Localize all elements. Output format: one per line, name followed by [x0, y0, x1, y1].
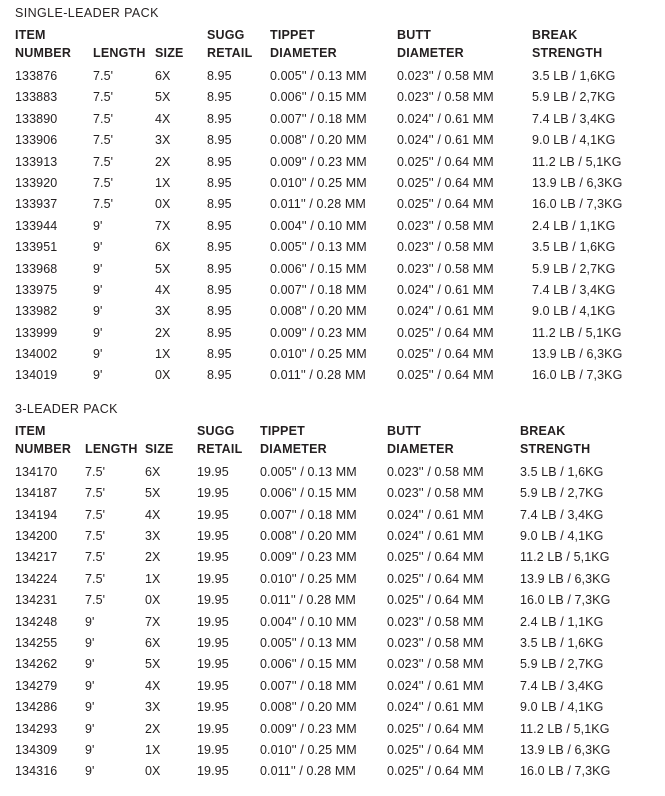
break-strength-cell: 11.2 LB / 5,1KG [532, 325, 622, 340]
size-cell: 2X [145, 550, 161, 565]
break-strength-cell: 9.0 LB / 4,1KG [520, 700, 604, 715]
size-cell: 6X [145, 635, 161, 650]
table-row [15, 87, 665, 108]
break-strength-cell: 13.9 LB / 6,3KG [532, 347, 623, 362]
length-cell: 7.5' [93, 69, 114, 83]
tippet-diameter-cell: 0.009'' / 0.23 MM [260, 550, 357, 565]
size-cell: 4X [155, 111, 171, 126]
table-row [15, 505, 665, 526]
size-cell: 3X [155, 133, 171, 148]
size-cell: 0X [155, 197, 171, 212]
column-header-item-number: ITEM NUMBER [15, 423, 72, 456]
butt-diameter-cell: 0.023'' / 0.58 MM [397, 218, 494, 233]
tippet-diameter-cell: 0.005'' / 0.13 MM [270, 69, 367, 83]
butt-diameter-cell: 0.023'' / 0.58 MM [387, 614, 484, 629]
tippet-diameter-cell: 0.011'' / 0.28 MM [260, 764, 356, 779]
item-number-cell: 134262 [15, 657, 58, 672]
size-cell: 7X [155, 218, 171, 233]
item-number-cell: 133999 [15, 325, 58, 340]
tippet-diameter-cell: 0.004'' / 0.10 MM [270, 218, 367, 233]
break-strength-cell: 16.0 LB / 7,3KG [532, 368, 623, 383]
column-header-size: SIZE [155, 46, 184, 60]
length-cell: 9' [85, 678, 95, 693]
item-number-cell: 133944 [15, 218, 58, 233]
sugg-retail-cell: 19.95 [197, 700, 229, 715]
table-row [15, 526, 665, 547]
size-cell: 3X [145, 700, 161, 715]
length-cell: 9' [93, 282, 103, 297]
tippet-diameter-cell: 0.006'' / 0.15 MM [260, 486, 357, 501]
table-row [15, 344, 665, 365]
length-cell: 7.5' [93, 111, 114, 126]
length-cell: 9' [93, 368, 103, 383]
item-number-cell: 134224 [15, 571, 58, 586]
column-header-sugg-retail: SUGG RETAIL [207, 28, 253, 60]
sugg-retail-cell: 19.95 [197, 721, 229, 736]
table-row [15, 697, 665, 718]
length-cell: 7.5' [85, 550, 106, 565]
size-cell: 7X [145, 614, 161, 629]
butt-diameter-cell: 0.025'' / 0.64 MM [397, 368, 494, 383]
break-strength-cell: 16.0 LB / 7,3KG [532, 197, 623, 212]
column-header-tippet-diameter: TIPPET DIAMETER [260, 423, 327, 456]
size-cell: 5X [145, 486, 161, 501]
break-strength-cell: 5.9 LB / 2,7KG [532, 261, 616, 276]
tippet-diameter-cell: 0.005'' / 0.13 MM [260, 464, 357, 479]
length-cell: 9' [85, 700, 95, 715]
table-row [15, 547, 665, 568]
butt-diameter-cell: 0.023'' / 0.58 MM [387, 657, 484, 672]
item-number-cell: 134309 [15, 742, 58, 757]
butt-diameter-cell: 0.023'' / 0.58 MM [397, 261, 494, 276]
size-cell: 0X [155, 368, 171, 383]
tippet-diameter-cell: 0.009'' / 0.23 MM [270, 154, 367, 169]
size-cell: 4X [145, 678, 161, 693]
column-header-tippet-diameter: TIPPET DIAMETER [270, 28, 337, 60]
tippet-diameter-cell: 0.011'' / 0.28 MM [270, 368, 366, 383]
table-row [15, 483, 665, 504]
table-body [15, 66, 665, 387]
item-number-cell: 133906 [15, 133, 58, 148]
sugg-retail-cell: 19.95 [197, 529, 229, 544]
butt-diameter-cell: 0.024'' / 0.61 MM [397, 304, 494, 319]
tippet-diameter-cell: 0.011'' / 0.28 MM [270, 197, 366, 212]
sugg-retail-cell: 8.95 [207, 111, 232, 126]
butt-diameter-cell: 0.024'' / 0.61 MM [397, 133, 494, 148]
length-cell: 7.5' [93, 90, 114, 105]
butt-diameter-cell: 0.025'' / 0.64 MM [387, 571, 484, 586]
column-header-butt-diameter: BUTT DIAMETER [397, 28, 464, 60]
tippet-diameter-cell: 0.009'' / 0.23 MM [260, 721, 357, 736]
size-cell: 5X [155, 261, 171, 276]
table-row [15, 633, 665, 654]
table-title: SINGLE-LEADER PACK [15, 6, 159, 20]
item-number-cell: 133890 [15, 111, 58, 126]
size-cell: 2X [145, 721, 161, 736]
item-number-cell: 133883 [15, 90, 58, 105]
column-header-item-number: ITEM NUMBER [15, 28, 72, 60]
sugg-retail-cell: 19.95 [197, 550, 229, 565]
table-row [15, 590, 665, 611]
sugg-retail-cell: 8.95 [207, 325, 232, 340]
size-cell: 0X [145, 764, 161, 779]
butt-diameter-cell: 0.025'' / 0.64 MM [387, 742, 484, 757]
sugg-retail-cell: 8.95 [207, 347, 232, 362]
break-strength-cell: 7.4 LB / 3,4KG [532, 282, 616, 297]
tippet-diameter-cell: 0.007'' / 0.18 MM [260, 678, 357, 693]
table-row [15, 237, 665, 258]
size-cell: 3X [145, 529, 161, 544]
item-number-cell: 134187 [15, 486, 58, 501]
item-number-cell: 134200 [15, 529, 58, 544]
item-number-cell: 134019 [15, 368, 58, 383]
item-number-cell: 133876 [15, 69, 58, 83]
item-number-cell: 134293 [15, 721, 58, 736]
butt-diameter-cell: 0.024'' / 0.61 MM [387, 529, 484, 544]
item-number-cell: 133975 [15, 282, 58, 297]
butt-diameter-cell: 0.025'' / 0.64 MM [397, 325, 494, 340]
column-header-length: LENGTH [93, 46, 146, 60]
item-number-cell: 134248 [15, 614, 58, 629]
table-row [15, 365, 665, 386]
tippet-diameter-cell: 0.010'' / 0.25 MM [260, 742, 357, 757]
length-cell: 7.5' [85, 529, 106, 544]
length-cell: 7.5' [85, 464, 106, 479]
break-strength-cell: 11.2 LB / 5,1KG [520, 721, 610, 736]
butt-diameter-cell: 0.023'' / 0.58 MM [387, 464, 484, 479]
tippet-diameter-cell: 0.006'' / 0.15 MM [270, 90, 367, 105]
break-strength-cell: 11.2 LB / 5,1KG [532, 154, 622, 169]
size-cell: 6X [145, 464, 161, 479]
break-strength-cell: 13.9 LB / 6,3KG [532, 175, 623, 190]
butt-diameter-cell: 0.025'' / 0.64 MM [397, 175, 494, 190]
column-header-break-strength: BREAK STRENGTH [532, 28, 603, 60]
length-cell: 7.5' [85, 593, 106, 608]
length-cell: 7.5' [85, 486, 106, 501]
sugg-retail-cell: 19.95 [197, 593, 229, 608]
butt-diameter-cell: 0.024'' / 0.61 MM [397, 111, 494, 126]
break-strength-cell: 13.9 LB / 6,3KG [520, 742, 611, 757]
break-strength-cell: 3.5 LB / 1,6KG [520, 464, 604, 479]
tippet-diameter-cell: 0.006'' / 0.15 MM [270, 261, 367, 276]
sugg-retail-cell: 8.95 [207, 69, 232, 83]
length-cell: 7.5' [93, 197, 114, 212]
length-cell: 9' [85, 614, 95, 629]
size-cell: 1X [145, 742, 161, 757]
sugg-retail-cell: 19.95 [197, 486, 229, 501]
break-strength-cell: 16.0 LB / 7,3KG [520, 764, 611, 779]
sugg-retail-cell: 19.95 [197, 507, 229, 522]
size-cell: 6X [155, 240, 171, 255]
length-cell: 9' [93, 325, 103, 340]
break-strength-cell: 9.0 LB / 4,1KG [520, 529, 604, 544]
sugg-retail-cell: 8.95 [207, 282, 232, 297]
table-row [15, 740, 665, 761]
butt-diameter-cell: 0.025'' / 0.64 MM [397, 154, 494, 169]
tippet-diameter-cell: 0.004'' / 0.10 MM [260, 614, 357, 629]
break-strength-cell: 7.4 LB / 3,4KG [532, 111, 616, 126]
table-row [15, 462, 665, 483]
size-cell: 5X [145, 657, 161, 672]
butt-diameter-cell: 0.025'' / 0.64 MM [387, 550, 484, 565]
tippet-diameter-cell: 0.008'' / 0.20 MM [260, 700, 357, 715]
break-strength-cell: 9.0 LB / 4,1KG [532, 133, 616, 148]
table-row [15, 259, 665, 280]
table-row [15, 109, 665, 130]
tippet-diameter-cell: 0.008'' / 0.20 MM [270, 304, 367, 319]
column-header-size: SIZE [145, 441, 174, 456]
table-title: 3-LEADER PACK [15, 401, 118, 416]
length-cell: 9' [85, 635, 95, 650]
tippet-diameter-cell: 0.010'' / 0.25 MM [270, 175, 367, 190]
table-row [15, 301, 665, 322]
length-cell: 9' [85, 764, 95, 779]
item-number-cell: 133951 [15, 240, 58, 255]
sugg-retail-cell: 19.95 [197, 657, 229, 672]
length-cell: 9' [85, 742, 95, 757]
break-strength-cell: 11.2 LB / 5,1KG [520, 550, 610, 565]
table-row [15, 323, 665, 344]
butt-diameter-cell: 0.025'' / 0.64 MM [387, 593, 484, 608]
size-cell: 4X [145, 507, 161, 522]
item-number-cell: 134316 [15, 764, 58, 779]
break-strength-cell: 3.5 LB / 1,6KG [520, 635, 604, 650]
tippet-diameter-cell: 0.011'' / 0.28 MM [260, 593, 356, 608]
table-row [15, 676, 665, 697]
length-cell: 9' [93, 218, 103, 233]
length-cell: 9' [85, 721, 95, 736]
table-header [15, 26, 665, 62]
table-body [15, 462, 665, 783]
break-strength-cell: 7.4 LB / 3,4KG [520, 678, 604, 693]
table-row [15, 130, 665, 151]
table-row [15, 280, 665, 301]
column-header-butt-diameter: BUTT DIAMETER [387, 423, 454, 456]
butt-diameter-cell: 0.023'' / 0.58 MM [387, 635, 484, 650]
butt-diameter-cell: 0.023'' / 0.58 MM [397, 90, 494, 105]
length-cell: 9' [93, 261, 103, 276]
butt-diameter-cell: 0.024'' / 0.61 MM [387, 678, 484, 693]
item-number-cell: 134217 [15, 550, 58, 565]
butt-diameter-cell: 0.024'' / 0.61 MM [387, 507, 484, 522]
length-cell: 7.5' [93, 175, 114, 190]
sugg-retail-cell: 19.95 [197, 614, 229, 629]
table-row [15, 216, 665, 237]
size-cell: 3X [155, 304, 171, 319]
table-row [15, 612, 665, 633]
table-row [15, 719, 665, 740]
tippet-diameter-cell: 0.009'' / 0.23 MM [270, 325, 367, 340]
three-leader-pack-table [15, 401, 665, 783]
item-number-cell: 134286 [15, 700, 58, 715]
column-header-sugg-retail: SUGG RETAIL [197, 423, 243, 456]
sugg-retail-cell: 8.95 [207, 218, 232, 233]
sugg-retail-cell: 19.95 [197, 742, 229, 757]
butt-diameter-cell: 0.024'' / 0.61 MM [387, 700, 484, 715]
table-row [15, 66, 665, 87]
tippet-diameter-cell: 0.005'' / 0.13 MM [260, 635, 357, 650]
break-strength-cell: 2.4 LB / 1,1KG [520, 614, 604, 629]
item-number-cell: 133982 [15, 304, 58, 319]
item-number-cell: 133920 [15, 175, 58, 190]
butt-diameter-cell: 0.024'' / 0.61 MM [397, 282, 494, 297]
butt-diameter-cell: 0.023'' / 0.58 MM [397, 69, 494, 83]
item-number-cell: 134002 [15, 347, 58, 362]
size-cell: 5X [155, 90, 171, 105]
item-number-cell: 134255 [15, 635, 58, 650]
size-cell: 2X [155, 325, 171, 340]
break-strength-cell: 7.4 LB / 3,4KG [520, 507, 604, 522]
item-number-cell: 133913 [15, 154, 58, 169]
butt-diameter-cell: 0.025'' / 0.64 MM [387, 764, 484, 779]
break-strength-cell: 3.5 LB / 1,6KG [532, 240, 616, 255]
tippet-diameter-cell: 0.010'' / 0.25 MM [260, 571, 357, 586]
size-cell: 1X [145, 571, 161, 586]
item-number-cell: 134231 [15, 593, 58, 608]
tippet-diameter-cell: 0.010'' / 0.25 MM [270, 347, 367, 362]
size-cell: 1X [155, 347, 171, 362]
sugg-retail-cell: 8.95 [207, 154, 232, 169]
sugg-retail-cell: 19.95 [197, 764, 229, 779]
size-cell: 1X [155, 175, 171, 190]
length-cell: 7.5' [85, 507, 106, 522]
length-cell: 9' [85, 657, 95, 672]
sugg-retail-cell: 8.95 [207, 197, 232, 212]
sugg-retail-cell: 19.95 [197, 635, 229, 650]
single-leader-pack-table [15, 5, 665, 387]
tippet-diameter-cell: 0.008'' / 0.20 MM [260, 529, 357, 544]
size-cell: 2X [155, 154, 171, 169]
sugg-retail-cell: 19.95 [197, 571, 229, 586]
size-cell: 0X [145, 593, 161, 608]
sugg-retail-cell: 19.95 [197, 678, 229, 693]
sugg-retail-cell: 8.95 [207, 175, 232, 190]
butt-diameter-cell: 0.025'' / 0.64 MM [397, 347, 494, 362]
sugg-retail-cell: 8.95 [207, 90, 232, 105]
break-strength-cell: 3.5 LB / 1,6KG [532, 69, 616, 83]
tippet-diameter-cell: 0.007'' / 0.18 MM [270, 111, 367, 126]
break-strength-cell: 5.9 LB / 2,7KG [520, 657, 604, 672]
break-strength-cell: 5.9 LB / 2,7KG [532, 90, 616, 105]
table-row [15, 569, 665, 590]
tippet-diameter-cell: 0.007'' / 0.18 MM [270, 282, 367, 297]
size-cell: 4X [155, 282, 171, 297]
sugg-retail-cell: 8.95 [207, 240, 232, 255]
break-strength-cell: 2.4 LB / 1,1KG [532, 218, 616, 233]
table-row [15, 173, 665, 194]
column-header-break-strength: BREAK STRENGTH [520, 423, 591, 456]
table-row [15, 654, 665, 675]
table-row [15, 761, 665, 782]
butt-diameter-cell: 0.025'' / 0.64 MM [397, 197, 494, 212]
length-cell: 7.5' [85, 571, 106, 586]
item-number-cell: 134194 [15, 507, 58, 522]
length-cell: 9' [93, 347, 103, 362]
length-cell: 7.5' [93, 154, 114, 169]
break-strength-cell: 16.0 LB / 7,3KG [520, 593, 611, 608]
butt-diameter-cell: 0.023'' / 0.58 MM [397, 240, 494, 255]
table-row [15, 194, 665, 215]
tippet-diameter-cell: 0.005'' / 0.13 MM [270, 240, 367, 255]
sugg-retail-cell: 19.95 [197, 464, 229, 479]
length-cell: 9' [93, 240, 103, 255]
break-strength-cell: 13.9 LB / 6,3KG [520, 571, 611, 586]
column-header-length: LENGTH [85, 441, 138, 456]
table-header [15, 422, 665, 458]
table-row [15, 152, 665, 173]
break-strength-cell: 5.9 LB / 2,7KG [520, 486, 604, 501]
break-strength-cell: 9.0 LB / 4,1KG [532, 304, 616, 319]
tippet-diameter-cell: 0.007'' / 0.18 MM [260, 507, 357, 522]
sugg-retail-cell: 8.95 [207, 133, 232, 148]
item-number-cell: 134170 [15, 464, 58, 479]
butt-diameter-cell: 0.023'' / 0.58 MM [387, 486, 484, 501]
item-number-cell: 133937 [15, 197, 58, 212]
sugg-retail-cell: 8.95 [207, 304, 232, 319]
length-cell: 9' [93, 304, 103, 319]
item-number-cell: 134279 [15, 678, 58, 693]
butt-diameter-cell: 0.025'' / 0.64 MM [387, 721, 484, 736]
sugg-retail-cell: 8.95 [207, 368, 232, 383]
tippet-diameter-cell: 0.008'' / 0.20 MM [270, 133, 367, 148]
length-cell: 7.5' [93, 133, 114, 148]
item-number-cell: 133968 [15, 261, 58, 276]
size-cell: 6X [155, 69, 171, 83]
tippet-diameter-cell: 0.006'' / 0.15 MM [260, 657, 357, 672]
sugg-retail-cell: 8.95 [207, 261, 232, 276]
